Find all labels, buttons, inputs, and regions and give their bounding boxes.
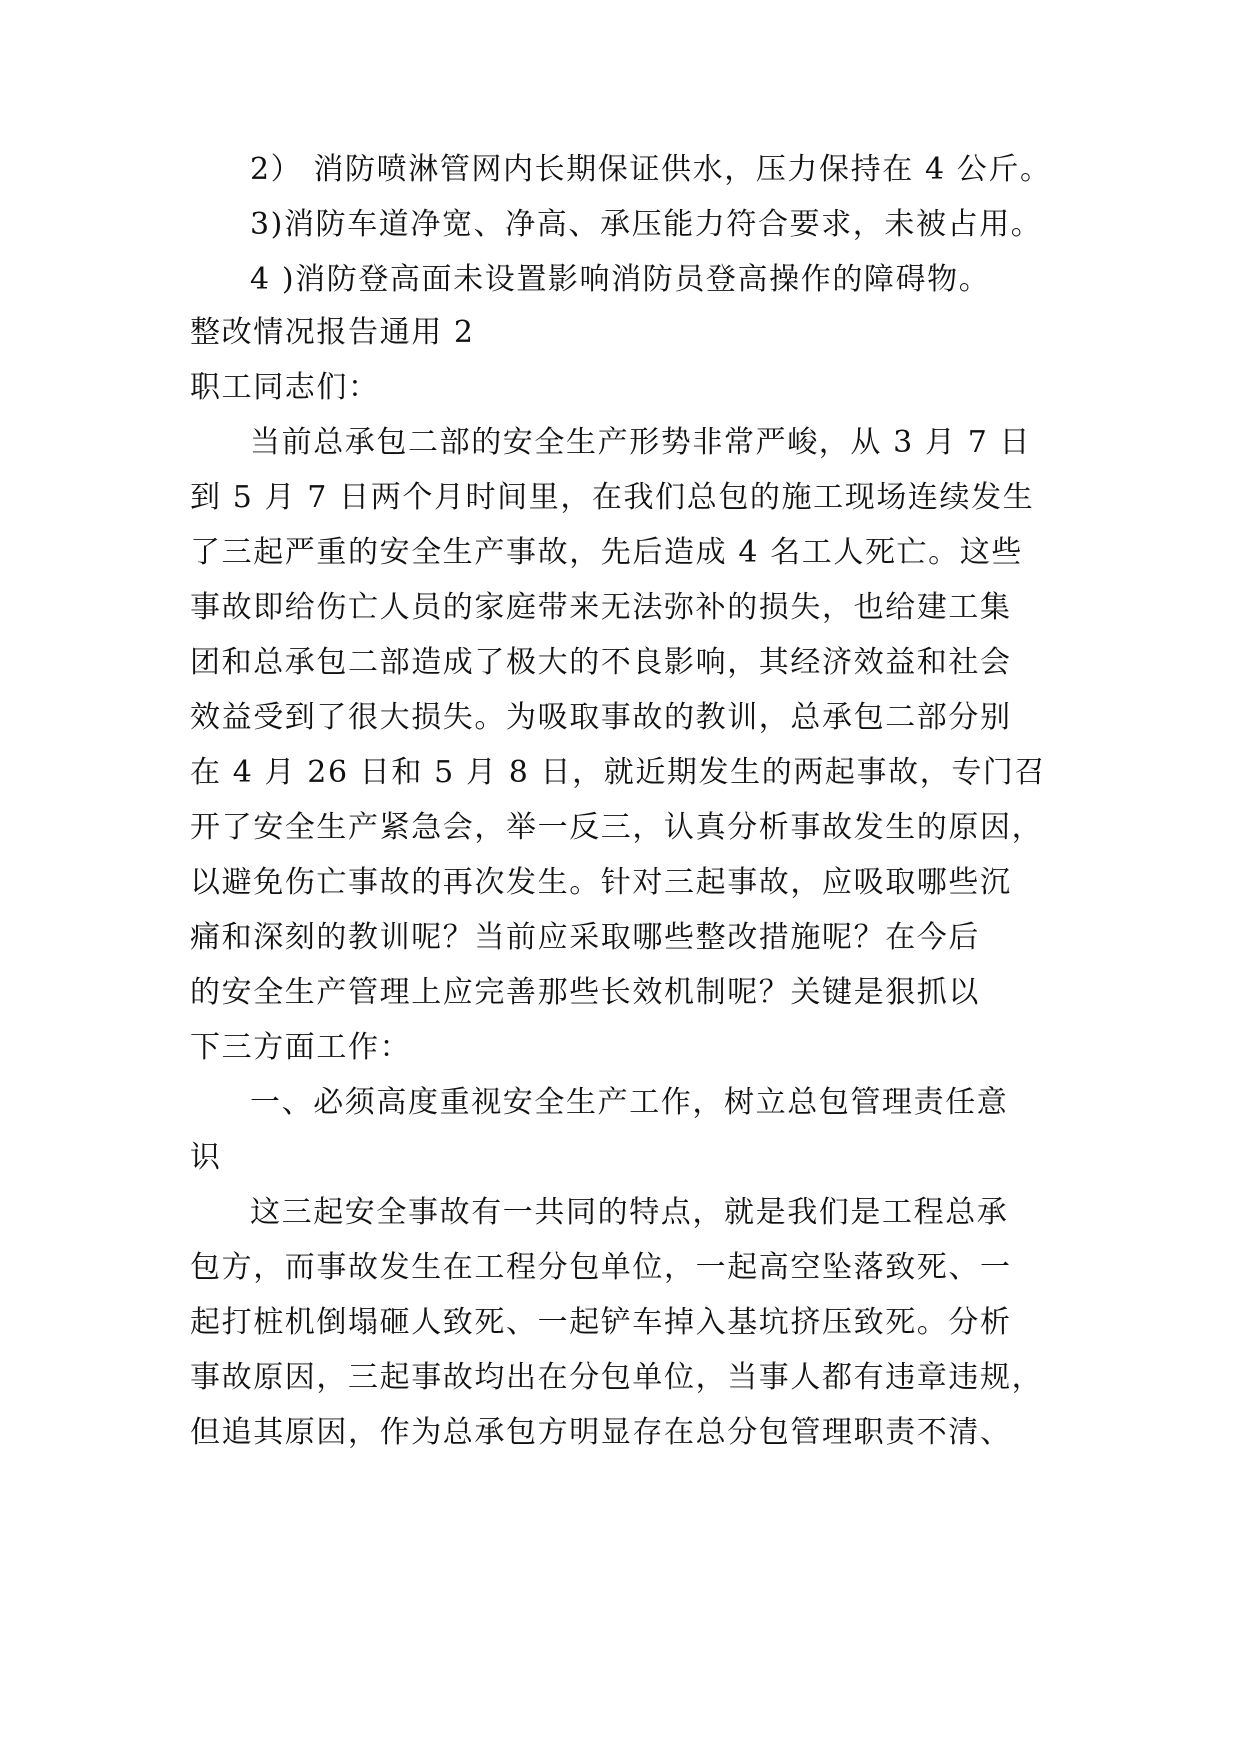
paragraph-line: 包方，而事故发生在工程分包单位，一起高空坠落致死、一 [190, 1250, 1012, 1285]
paragraph-line: 当前总承包二部的安全生产形势非常严峻，从 3 月 7 日 [250, 425, 1032, 460]
paragraph-line: 到 5 月 7 日两个月时间里，在我们总包的施工现场连续发生 [190, 480, 1035, 515]
paragraph-line: 了三起严重的安全生产事故，先后造成 4 名工人死亡。这些 [190, 535, 1023, 570]
paragraph-line: 痛和深刻的教训呢？当前应采取哪些整改措施呢？在今后 [190, 920, 980, 955]
list-item-4: 4 )消防登高面未设置影响消防员登高操作的障碍物。 [250, 262, 991, 297]
list-item-2: 2） 消防喷淋管网内长期保证供水，压力保持在 4 公斤。 [250, 152, 1052, 187]
section-heading: 整改情况报告通用 2 [190, 315, 475, 350]
paragraph-line: 开了安全生产紧急会，举一反三，认真分析事故发生的原因， [190, 810, 1044, 845]
paragraph-line: 下三方面工作： [190, 1030, 412, 1065]
paragraph-line: 效益受到了很大损失。为吸取事故的教训，总承包二部分别 [190, 700, 1012, 735]
paragraph-line: 在 4 月 26 日和 5 月 8 日，就近期发生的两起事故，专门召 [190, 755, 1047, 790]
paragraph-line: 事故即给伤亡人员的家庭带来无法弥补的损失，也给建工集 [190, 590, 1012, 625]
salutation: 职工同志们： [190, 370, 380, 405]
paragraph-line: 但追其原因，作为总承包方明显存在总分包管理职责不清、 [190, 1415, 1012, 1450]
paragraph-line: 起打桩机倒塌砸人致死、一起铲车掉入基坑挤压致死。分析 [190, 1305, 1012, 1340]
paragraph-line: 事故原因，三起事故均出在分包单位，当事人都有违章违规， [190, 1360, 1044, 1395]
list-item-3: 3)消防车道净宽、净高、承压能力符合要求，未被占用。 [250, 207, 1043, 242]
paragraph-line: 以避免伤亡事故的再次发生。针对三起事故，应吸取哪些沉 [190, 865, 1012, 900]
paragraph-line: 这三起安全事故有一共同的特点，就是我们是工程总承 [250, 1195, 1009, 1230]
paragraph-line: 的安全生产管理上应完善那些长效机制呢？关键是狠抓以 [190, 975, 980, 1010]
section-title-line: 识 [190, 1140, 222, 1175]
paragraph-line: 团和总承包二部造成了极大的不良影响，其经济效益和社会 [190, 645, 1012, 680]
section-title-line: 一、必须高度重视安全生产工作，树立总包管理责任意 [250, 1085, 1009, 1120]
